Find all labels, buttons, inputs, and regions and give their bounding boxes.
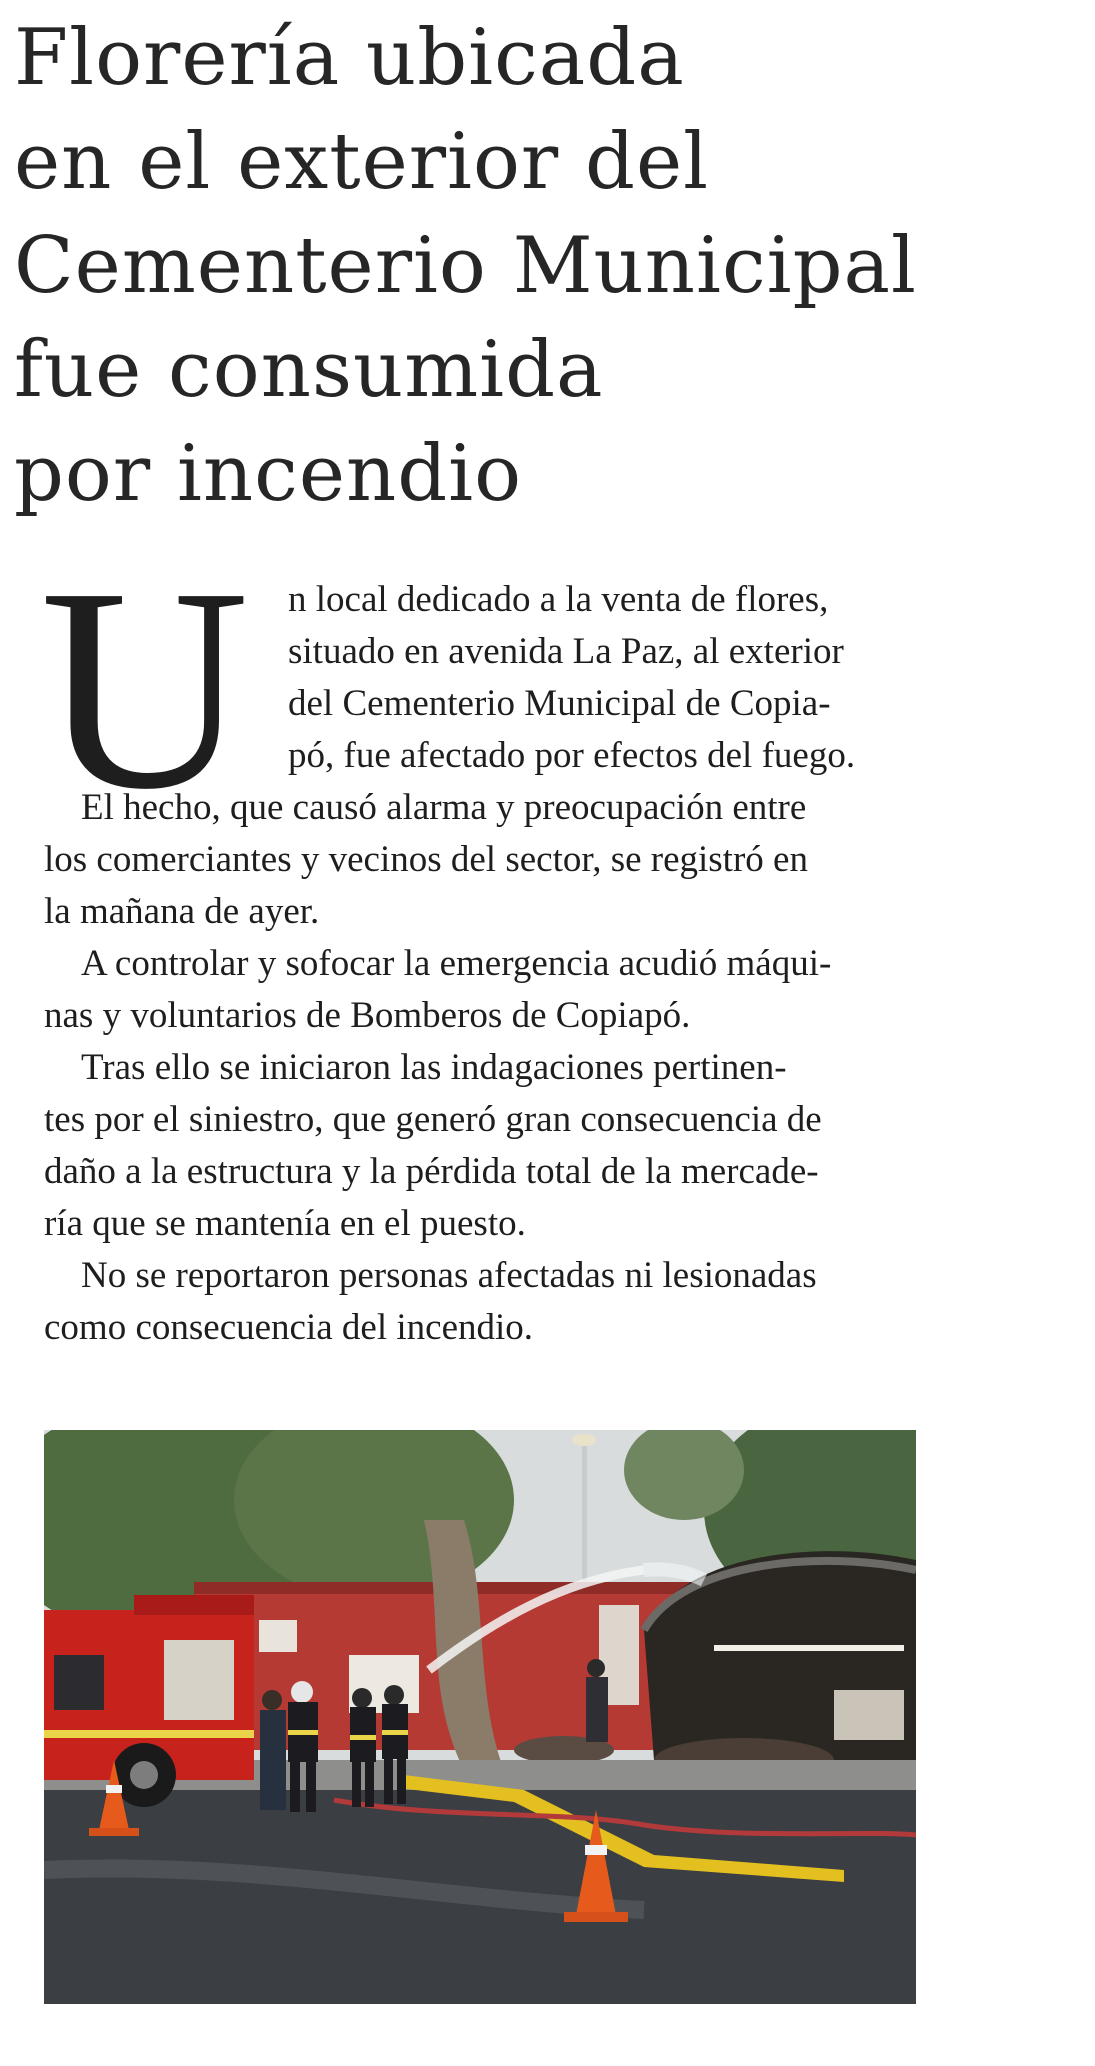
building-window <box>259 1620 297 1652</box>
lead-line: n local dedicado a la venta de flores, <box>288 579 829 620</box>
fire-truck-panel <box>54 1655 104 1710</box>
paragraph-line: Tras ello se iniciaron las indagaciones pertinen- <box>81 1047 787 1088</box>
paragraph <box>44 1250 916 1354</box>
headline-line: Cementerio Municipal <box>14 221 917 311</box>
paragraph-line: daño a la estructura y la pérdida total de la mercade- <box>44 1151 819 1192</box>
headline-line: fue consumida <box>14 325 604 415</box>
lead-line: situado en avenida La Paz, al exterior <box>288 631 844 672</box>
kiosk-light <box>714 1645 904 1651</box>
paragraph-line: No se reportaron personas afectadas ni lesionadas <box>81 1255 817 1296</box>
article-headline <box>14 6 1074 526</box>
kiosk-cabinet <box>834 1690 904 1740</box>
headline-line: Florería ubicada <box>14 13 685 103</box>
paragraph-line: tes por el siniestro, que generó gran consecuencia de <box>44 1099 822 1140</box>
article-body <box>40 528 916 1354</box>
headline-line: por incendio <box>14 429 523 519</box>
paragraph-line: ría que se mantenía en el puesto. <box>44 1203 526 1244</box>
paragraph-line: El hecho, que causó alarma y preocupación entre <box>81 787 807 828</box>
paragraph-line: los comerciantes y vecinos del sector, se registró en <box>44 839 808 880</box>
lead-line: del Cementerio Municipal de Copia- <box>288 683 831 724</box>
paragraph <box>44 1042 916 1250</box>
drop-cap: U <box>40 528 250 849</box>
fire-truck-stripe <box>44 1730 254 1738</box>
news-photo <box>44 1430 916 2004</box>
paragraph-line: A controlar y sofocar la emergencia acudió máqui- <box>81 943 832 984</box>
fire-truck-ladder-rack <box>134 1595 254 1615</box>
paragraph-line: nas y voluntarios de Bomberos de Copiapó. <box>44 995 691 1036</box>
lamp-head <box>572 1434 596 1446</box>
paragraph <box>44 938 916 1042</box>
headline-line: en el exterior del <box>14 117 710 207</box>
fire-truck-hubcap <box>130 1761 158 1789</box>
fire-truck-window <box>164 1640 234 1720</box>
paragraph-line: como consecuencia del incendio. <box>44 1307 534 1348</box>
paragraph-line: la mañana de ayer. <box>44 891 320 932</box>
fire-scene-illustration <box>44 1430 916 2004</box>
lead-line: pó, fue afectado por efectos del fuego. <box>288 735 856 776</box>
